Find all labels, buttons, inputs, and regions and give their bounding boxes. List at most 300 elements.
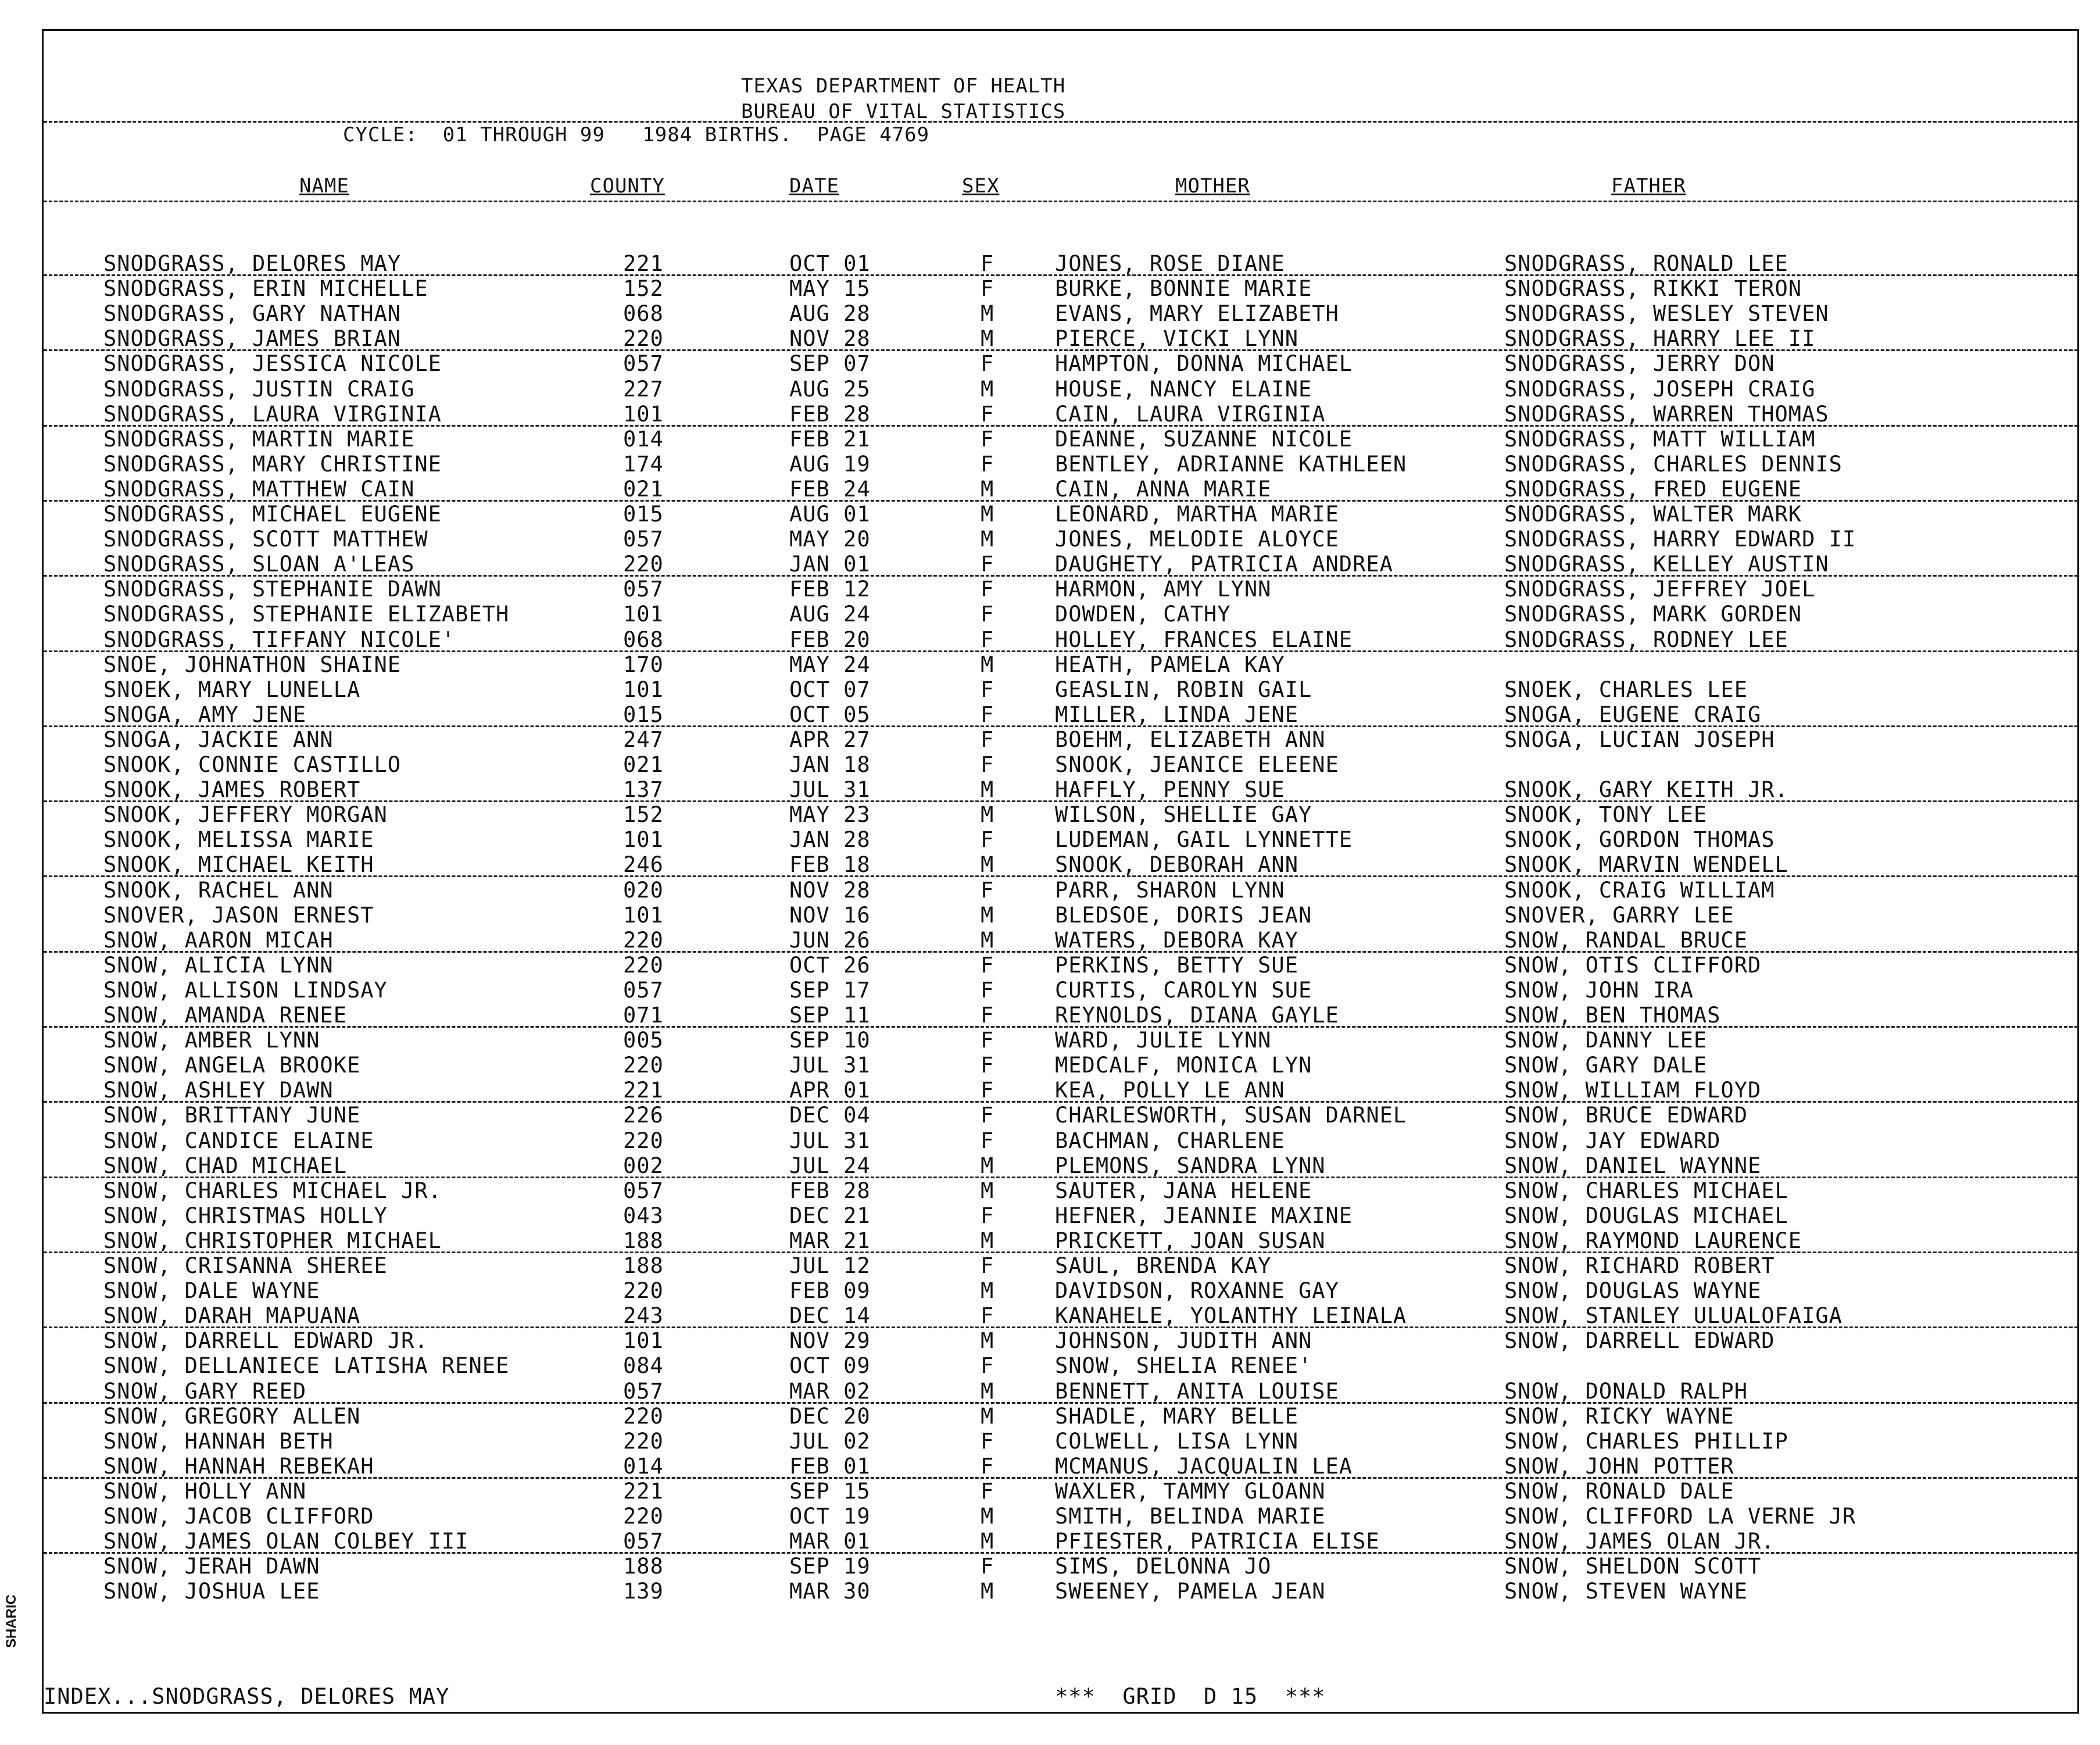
record-sex: F (981, 401, 994, 427)
record-father: SNOW, RANDAL BRUCE (1504, 927, 1748, 953)
record-mother: DEANNE, SUZANNE NICOLE (1055, 426, 1353, 452)
record-name: SNOW, AARON MICAH (103, 927, 334, 953)
record-mother: KEA, POLLY LE ANN (1055, 1078, 1285, 1103)
record-row (0, 1454, 2100, 1479)
record-county: 057 (623, 977, 664, 1003)
record-row (0, 702, 2100, 727)
record-father: SNOW, GARY DALE (1504, 1053, 1708, 1078)
record-name: SNOW, JOSHUA LEE (103, 1579, 320, 1604)
record-sex: M (981, 1504, 994, 1529)
record-county: 220 (623, 927, 664, 953)
record-date: OCT 09 (789, 1353, 871, 1379)
record-father: SNODGRASS, HARRY EDWARD II (1504, 527, 1856, 552)
record-mother: PLEMONS, SANDRA LYNN (1055, 1153, 1326, 1178)
record-father: SNODGRASS, FRED EUGENE (1504, 476, 1802, 502)
record-mother: GEASLIN, ROBIN GAIL (1055, 677, 1312, 702)
record-row (0, 1003, 2100, 1028)
record-name: SNODGRASS, SCOTT MATTHEW (103, 527, 428, 552)
record-mother: WAXLER, TAMMY GLOANN (1055, 1478, 1326, 1504)
record-name: SNODGRASS, TIFFANY NICOLE' (103, 627, 456, 652)
record-mother: WARD, JULIE LYNN (1055, 1028, 1272, 1053)
record-date: FEB 28 (789, 401, 871, 427)
record-county: 226 (623, 1103, 664, 1128)
record-sex: M (981, 652, 994, 677)
record-name: SNOW, DARRELL EDWARD JR. (103, 1328, 428, 1354)
record-name: SNOOK, MICHAEL KEITH (103, 852, 374, 878)
record-county: 220 (623, 1128, 664, 1153)
side-label: SHARIC (3, 1594, 19, 1648)
record-county: 005 (623, 1028, 664, 1053)
record-date: JUN 26 (789, 927, 871, 953)
record-name: SNOW, DELLANIECE LATISHA RENEE (103, 1353, 510, 1379)
record-father: SNODGRASS, JOSEPH CRAIG (1504, 376, 1816, 402)
record-county: 057 (623, 1178, 664, 1203)
record-father: SNODGRASS, MARK GORDEN (1504, 602, 1802, 627)
record-row (0, 1278, 2100, 1303)
record-father: SNOW, JAMES OLAN JR. (1504, 1529, 1775, 1554)
record-date: MAR 01 (789, 1529, 871, 1554)
record-sex: F (981, 1453, 994, 1479)
record-row (0, 1178, 2100, 1203)
column-header-mother: MOTHER (1175, 174, 1250, 198)
record-mother: BURKE, BONNIE MARIE (1055, 276, 1312, 302)
record-row (0, 477, 2100, 502)
record-date: FEB 24 (789, 476, 871, 502)
record-father: SNODGRASS, CHARLES DENNIS (1504, 451, 1843, 477)
record-sex: M (981, 1228, 994, 1253)
record-date: SEP 17 (789, 977, 871, 1003)
record-name: SNOW, HANNAH BETH (103, 1428, 334, 1454)
record-mother: HOLLEY, FRANCES ELAINE (1055, 627, 1353, 652)
record-row (0, 1529, 2100, 1554)
record-mother: CURTIS, CAROLYN SUE (1055, 977, 1312, 1003)
record-date: NOV 16 (789, 902, 871, 928)
record-father: SNOW, DOUGLAS WAYNE (1504, 1278, 1762, 1304)
record-sex: M (981, 852, 994, 878)
record-father: SNODGRASS, KELLEY AUSTIN (1504, 552, 1829, 577)
record-sex: M (981, 1328, 994, 1354)
record-father: SNOW, DOUGLAS MICHAEL (1504, 1203, 1788, 1228)
record-name: SNODGRASS, ERIN MICHELLE (103, 276, 428, 302)
record-row (0, 552, 2100, 577)
record-name: SNODGRASS, JAMES BRIAN (103, 326, 402, 352)
record-date: OCT 07 (789, 677, 871, 702)
record-date: NOV 28 (789, 877, 871, 903)
record-sex: F (981, 677, 994, 702)
record-date: AUG 19 (789, 451, 871, 477)
record-county: 243 (623, 1303, 664, 1329)
record-name: SNOW, AMANDA RENEE (103, 1003, 347, 1028)
record-father: SNOOK, GORDON THOMAS (1504, 827, 1775, 853)
record-sex: F (981, 1078, 994, 1103)
record-row (0, 978, 2100, 1003)
record-county: 220 (623, 1504, 664, 1529)
record-date: APR 27 (789, 727, 871, 752)
record-sex: F (981, 827, 994, 853)
record-father: SNOW, CHARLES MICHAEL (1504, 1178, 1788, 1203)
cycle-line: CYCLE: 01 THROUGH 99 1984 BIRTHS. PAGE 4769 (343, 123, 930, 146)
record-mother: PRICKETT, JOAN SUSAN (1055, 1228, 1326, 1253)
record-date: JUL 31 (789, 1053, 871, 1078)
record-date: JAN 01 (789, 552, 871, 577)
record-sex: F (981, 1303, 994, 1329)
record-sex: F (981, 752, 994, 777)
bureau-title: BUREAU OF VITAL STATISTICS (741, 100, 1066, 123)
record-father: SNODGRASS, RODNEY LEE (1504, 627, 1788, 652)
record-name: SNOW, ANGELA BROOKE (103, 1053, 361, 1078)
record-mother: SIMS, DELONNA JO (1055, 1554, 1272, 1579)
record-row (0, 1128, 2100, 1153)
record-row (0, 953, 2100, 978)
record-sex: F (981, 1053, 994, 1078)
record-mother: PERKINS, BETTY SUE (1055, 952, 1298, 978)
record-county: 068 (623, 627, 664, 652)
record-sex: F (981, 276, 994, 302)
record-date: NOV 29 (789, 1328, 871, 1354)
record-name: SNODGRASS, JESSICA NICOLE (103, 351, 442, 377)
record-county: 101 (623, 602, 664, 627)
record-father: SNODGRASS, RONALD LEE (1504, 251, 1788, 276)
record-county: 015 (623, 502, 664, 527)
record-row (0, 276, 2100, 301)
record-father: SNOW, BRUCE EDWARD (1504, 1103, 1748, 1128)
record-date: SEP 11 (789, 1003, 871, 1028)
record-father: SNOOK, TONY LEE (1504, 802, 1708, 828)
record-row (0, 727, 2100, 752)
record-county: 101 (623, 401, 664, 427)
record-county: 220 (623, 326, 664, 352)
record-sex: F (981, 1128, 994, 1153)
record-county: 221 (623, 1478, 664, 1504)
column-header-county: COUNTY (590, 174, 665, 198)
record-mother: JONES, MELODIE ALOYCE (1055, 527, 1339, 552)
record-father: SNOGA, LUCIAN JOSEPH (1504, 727, 1775, 752)
record-county: 220 (623, 1278, 664, 1304)
record-county: 021 (623, 752, 664, 777)
record-father: SNOGA, EUGENE CRAIG (1504, 702, 1762, 727)
record-row (0, 502, 2100, 527)
record-mother: SNOOK, DEBORAH ANN (1055, 852, 1298, 878)
record-name: SNOW, DARAH MAPUANA (103, 1303, 361, 1329)
record-row (0, 928, 2100, 953)
record-date: JUL 24 (789, 1153, 871, 1178)
record-father: SNOW, STEVEN WAYNE (1504, 1579, 1748, 1604)
record-row (0, 427, 2100, 452)
record-date: DEC 04 (789, 1103, 871, 1128)
record-father: SNOOK, GARY KEITH JR. (1504, 777, 1788, 803)
record-mother: MCMANUS, JACQUALIN LEA (1055, 1453, 1353, 1479)
record-mother: BLEDSOE, DORIS JEAN (1055, 902, 1312, 928)
record-row (0, 802, 2100, 827)
index-footer: INDEX...SNODGRASS, DELORES MAY (44, 1684, 450, 1709)
record-row (0, 752, 2100, 777)
record-row (0, 527, 2100, 552)
record-row (0, 1353, 2100, 1378)
record-name: SNODGRASS, LAURA VIRGINIA (103, 401, 442, 427)
record-county: 139 (623, 1579, 664, 1604)
record-county: 071 (623, 1003, 664, 1028)
record-sex: F (981, 1003, 994, 1028)
record-county: 084 (623, 1353, 664, 1379)
record-sex: M (981, 927, 994, 953)
record-date: FEB 09 (789, 1278, 871, 1304)
record-mother: SNOW, SHELIA RENEE' (1055, 1353, 1312, 1379)
record-county: 137 (623, 777, 664, 803)
record-father: SNOW, RICHARD ROBERT (1504, 1253, 1775, 1278)
record-sex: F (981, 1253, 994, 1278)
column-header-father: FATHER (1611, 174, 1686, 198)
record-mother: REYNOLDS, DIANA GAYLE (1055, 1003, 1339, 1028)
record-date: FEB 28 (789, 1178, 871, 1203)
record-father: SNOW, DARRELL EDWARD (1504, 1328, 1775, 1354)
record-county: 174 (623, 451, 664, 477)
record-county: 220 (623, 1428, 664, 1454)
record-name: SNOW, JACOB CLIFFORD (103, 1504, 374, 1529)
record-row (0, 1078, 2100, 1103)
record-mother: JONES, ROSE DIANE (1055, 251, 1285, 276)
record-sex: F (981, 627, 994, 652)
record-row (0, 1153, 2100, 1178)
record-mother: HEATH, PAMELA KAY (1055, 652, 1285, 677)
record-row (0, 1253, 2100, 1278)
record-father: SNOW, JOHN POTTER (1504, 1453, 1734, 1479)
record-father: SNOW, CLIFFORD LA VERNE JR (1504, 1504, 1856, 1529)
record-father: SNOW, DONALD RALPH (1504, 1378, 1748, 1404)
record-county: 220 (623, 1403, 664, 1429)
record-date: APR 01 (789, 1078, 871, 1103)
record-sex: M (981, 1529, 994, 1554)
record-date: AUG 24 (789, 602, 871, 627)
record-name: SNODGRASS, MARTIN MARIE (103, 426, 415, 452)
record-county: 015 (623, 702, 664, 727)
record-sex: F (981, 251, 994, 276)
record-date: AUG 25 (789, 376, 871, 402)
record-mother: BACHMAN, CHARLENE (1055, 1128, 1285, 1153)
record-name: SNOW, CHRISTMAS HOLLY (103, 1203, 388, 1228)
record-date: FEB 18 (789, 852, 871, 878)
record-name: SNOEK, MARY LUNELLA (103, 677, 361, 702)
record-county: 068 (623, 301, 664, 327)
record-mother: CHARLESWORTH, SUSAN DARNEL (1055, 1103, 1407, 1128)
record-date: SEP 19 (789, 1554, 871, 1579)
record-county: 057 (623, 1378, 664, 1404)
record-date: MAR 30 (789, 1579, 871, 1604)
record-row (0, 1103, 2100, 1128)
record-county: 152 (623, 802, 664, 828)
record-name: SNOW, CHARLES MICHAEL JR. (103, 1178, 442, 1203)
record-name: SNOOK, JAMES ROBERT (103, 777, 361, 803)
record-date: MAY 15 (789, 276, 871, 302)
record-date: SEP 10 (789, 1028, 871, 1053)
record-row (0, 1053, 2100, 1078)
record-date: OCT 26 (789, 952, 871, 978)
record-date: MAY 24 (789, 652, 871, 677)
record-county: 152 (623, 276, 664, 302)
record-mother: EVANS, MARY ELIZABETH (1055, 301, 1339, 327)
record-row (0, 326, 2100, 351)
record-county: 221 (623, 1078, 664, 1103)
record-row (0, 1228, 2100, 1253)
record-sex: M (981, 301, 994, 327)
record-name: SNODGRASS, STEPHANIE DAWN (103, 577, 442, 602)
record-date: AUG 01 (789, 502, 871, 527)
record-father: SNOW, WILLIAM FLOYD (1504, 1078, 1762, 1103)
record-mother: SAUTER, JANA HELENE (1055, 1178, 1312, 1203)
record-father: SNODGRASS, RIKKI TERON (1504, 276, 1802, 302)
record-mother: SAUL, BRENDA KAY (1055, 1253, 1272, 1278)
record-county: 101 (623, 677, 664, 702)
record-father: SNODGRASS, JERRY DON (1504, 351, 1775, 377)
record-row (0, 602, 2100, 627)
record-name: SNODGRASS, GARY NATHAN (103, 301, 402, 327)
record-name: SNOVER, JASON ERNEST (103, 902, 374, 928)
record-sex: M (981, 777, 994, 803)
record-county: 247 (623, 727, 664, 752)
record-sex: F (981, 977, 994, 1003)
record-name: SNOGA, AMY JENE (103, 702, 307, 727)
agency-title: TEXAS DEPARTMENT OF HEALTH (741, 74, 1066, 98)
record-sex: M (981, 1579, 994, 1604)
record-county: 188 (623, 1253, 664, 1278)
record-father: SNODGRASS, WALTER MARK (1504, 502, 1802, 527)
record-name: SNOGA, JACKIE ANN (103, 727, 334, 752)
record-name: SNOW, HANNAH REBEKAH (103, 1453, 374, 1479)
record-sex: F (981, 1478, 994, 1504)
record-county: 221 (623, 251, 664, 276)
record-mother: BENNETT, ANITA LOUISE (1055, 1378, 1339, 1404)
record-mother: KANAHELE, YOLANTHY LEINALA (1055, 1303, 1407, 1329)
record-date: SEP 15 (789, 1478, 871, 1504)
record-name: SNOW, ALICIA LYNN (103, 952, 334, 978)
record-name: SNODGRASS, MATTHEW CAIN (103, 476, 415, 502)
record-name: SNODGRASS, JUSTIN CRAIG (103, 376, 415, 402)
record-county: 170 (623, 652, 664, 677)
record-name: SNOW, JAMES OLAN COLBEY III (103, 1529, 469, 1554)
record-mother: MILLER, LINDA JENE (1055, 702, 1298, 727)
record-county: 020 (623, 877, 664, 903)
record-name: SNOW, DALE WAYNE (103, 1278, 320, 1304)
record-mother: LUDEMAN, GAIL LYNNETTE (1055, 827, 1353, 853)
record-mother: HOUSE, NANCY ELAINE (1055, 376, 1312, 402)
record-father: SNOW, OTIS CLIFFORD (1504, 952, 1762, 978)
record-father: SNODGRASS, MATT WILLIAM (1504, 426, 1816, 452)
record-sex: F (981, 426, 994, 452)
record-county: 101 (623, 827, 664, 853)
record-row (0, 1404, 2100, 1429)
record-row (0, 351, 2100, 376)
record-name: SNOOK, JEFFERY MORGAN (103, 802, 388, 828)
record-sex: F (981, 952, 994, 978)
record-name: SNOW, BRITTANY JUNE (103, 1103, 361, 1128)
record-date: NOV 28 (789, 326, 871, 352)
record-sex: F (981, 727, 994, 752)
record-date: FEB 21 (789, 426, 871, 452)
record-mother: PIERCE, VICKI LYNN (1055, 326, 1298, 352)
record-sex: F (981, 877, 994, 903)
record-mother: COLWELL, LISA LYNN (1055, 1428, 1298, 1454)
record-row (0, 852, 2100, 877)
record-row (0, 1028, 2100, 1053)
record-date: OCT 01 (789, 251, 871, 276)
record-row (0, 1479, 2100, 1504)
record-name: SNOW, ALLISON LINDSAY (103, 977, 388, 1003)
record-date: FEB 12 (789, 577, 871, 602)
record-name: SNOW, AMBER LYNN (103, 1028, 320, 1053)
record-row (0, 1328, 2100, 1353)
record-row (0, 1429, 2100, 1454)
record-row (0, 251, 2100, 276)
record-sex: M (981, 1278, 994, 1304)
record-name: SNODGRASS, MICHAEL EUGENE (103, 502, 442, 527)
record-mother: JOHNSON, JUDITH ANN (1055, 1328, 1312, 1354)
record-name: SNOW, HOLLY ANN (103, 1478, 307, 1504)
record-date: MAR 21 (789, 1228, 871, 1253)
record-father: SNOW, DANIEL WAYNNE (1504, 1153, 1762, 1178)
record-father: SNOVER, GARRY LEE (1504, 902, 1734, 928)
record-name: SNOOK, RACHEL ANN (103, 877, 334, 903)
record-sex: F (981, 602, 994, 627)
record-mother: SWEENEY, PAMELA JEAN (1055, 1579, 1326, 1604)
record-mother: SNOOK, JEANICE ELEENE (1055, 752, 1339, 777)
record-date: JUL 31 (789, 1128, 871, 1153)
record-name: SNOE, JOHNATHON SHAINE (103, 652, 402, 677)
record-name: SNOW, GARY REED (103, 1378, 307, 1404)
record-date: OCT 19 (789, 1504, 871, 1529)
record-father: SNOOK, CRAIG WILLIAM (1504, 877, 1775, 903)
record-county: 057 (623, 1529, 664, 1554)
grid-footer: *** GRID D 15 *** (1055, 1684, 1326, 1709)
record-name: SNODGRASS, DELORES MAY (103, 251, 402, 276)
record-father: SNOW, JAY EDWARD (1504, 1128, 1721, 1153)
record-name: SNOW, ASHLEY DAWN (103, 1078, 334, 1103)
record-date: DEC 20 (789, 1403, 871, 1429)
record-county: 057 (623, 351, 664, 377)
record-mother: SHADLE, MARY BELLE (1055, 1403, 1298, 1429)
record-name: SNOW, JERAH DAWN (103, 1554, 320, 1579)
record-county: 220 (623, 552, 664, 577)
record-sex: F (981, 577, 994, 602)
header-rule (44, 121, 2078, 123)
record-sex: M (981, 502, 994, 527)
record-county: 057 (623, 527, 664, 552)
record-row (0, 652, 2100, 677)
record-row (0, 577, 2100, 602)
record-father: SNOW, JOHN IRA (1504, 977, 1694, 1003)
record-sex: M (981, 326, 994, 352)
record-father: SNOOK, MARVIN WENDELL (1504, 852, 1788, 878)
record-sex: M (981, 376, 994, 402)
record-name: SNOW, CHRISTOPHER MICHAEL (103, 1228, 442, 1253)
record-row (0, 1579, 2100, 1604)
record-name: SNOW, GREGORY ALLEN (103, 1403, 361, 1429)
record-father: SNOEK, CHARLES LEE (1504, 677, 1748, 702)
record-date: JUL 31 (789, 777, 871, 803)
record-county: 188 (623, 1228, 664, 1253)
record-date: JUL 02 (789, 1428, 871, 1454)
record-name: SNOOK, MELISSA MARIE (103, 827, 374, 853)
record-father: SNOW, RAYMOND LAURENCE (1504, 1228, 1802, 1253)
record-row (0, 301, 2100, 326)
record-name: SNOW, CANDICE ELAINE (103, 1128, 374, 1153)
record-sex: F (981, 1353, 994, 1379)
record-county: 014 (623, 1453, 664, 1479)
record-mother: BENTLEY, ADRIANNE KATHLEEN (1055, 451, 1407, 477)
record-date: MAR 02 (789, 1378, 871, 1404)
record-name: SNODGRASS, MARY CHRISTINE (103, 451, 442, 477)
record-mother: HARMON, AMY LYNN (1055, 577, 1272, 602)
record-sex: M (981, 802, 994, 828)
record-sex: F (981, 1028, 994, 1053)
